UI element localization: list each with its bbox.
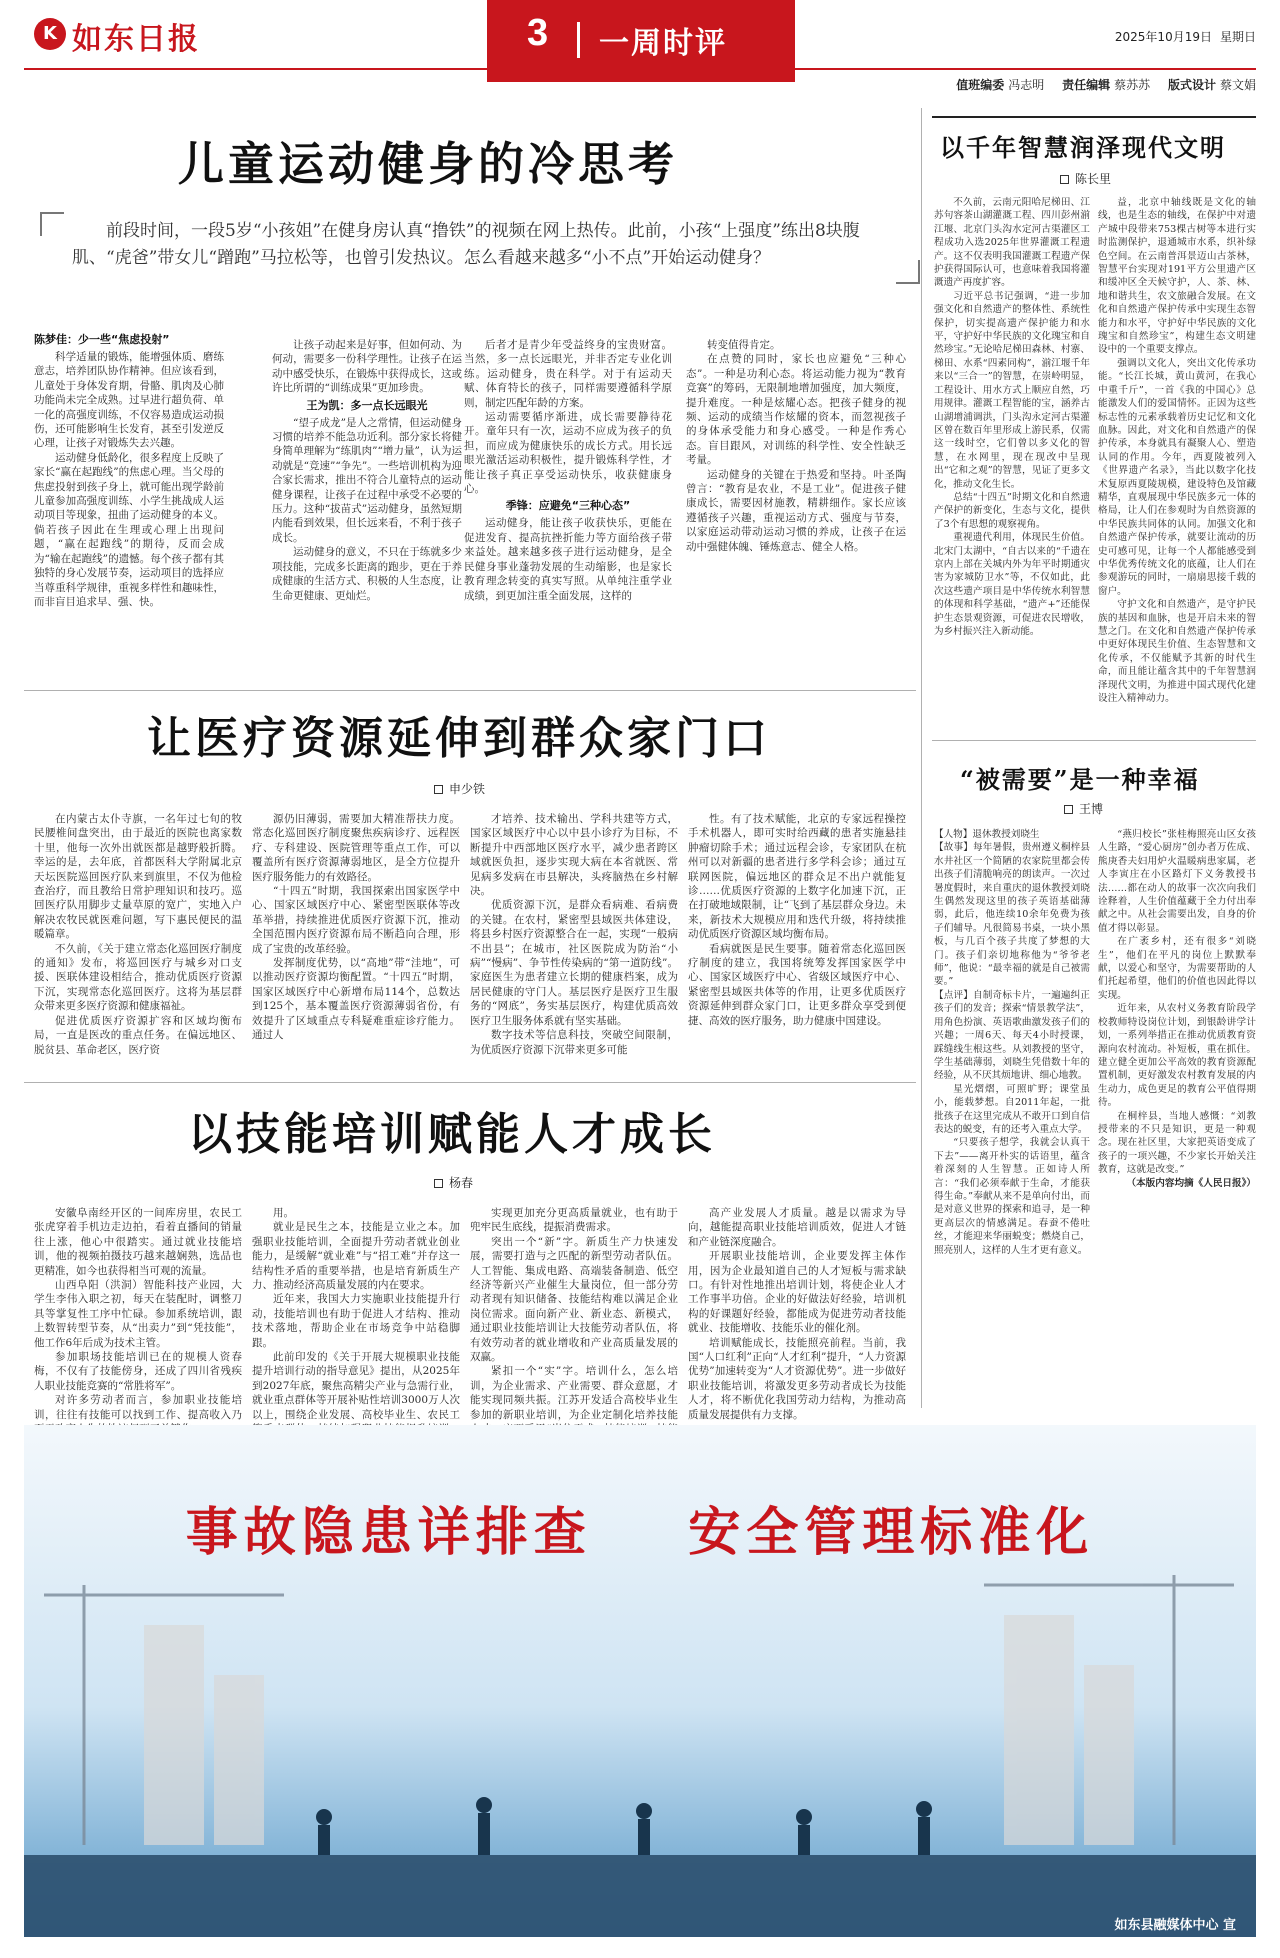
newspaper-logo-icon: K <box>34 18 66 50</box>
commentator-heading: 季锋：应避免“三种心态” <box>505 499 631 513</box>
paragraph: 运动需要循序渐进，成长需要静待花开。童年只有一次，运动不应成为孩子的负担，而应成为健康快乐的成长方式。用长远眼光激活运动积极性，提升锻炼科学性，才能让孩子真正享受运动快乐，收获健康身心。 <box>464 411 672 496</box>
paragraph: 突出一个“新”字。新质生产力快速发展，需要打造与之匹配的新型劳动者队伍。人工智能、集成电路、高端装备制造、低空经济等新兴产业催生大量岗位，但一部分劳动者现有知识储备、技能结构难以满足企业岗位需求。面向新产业、新业态、新模式，通过职业技能培训让大技能劳动者队伍，将有效劳动者的就业增收和产业高质量发展的双赢。 <box>470 1235 678 1364</box>
paragraph: “燕归校长”张桂梅照亮山区女孩人生路，“爱心厨房”创办者万佐成、熊庚香夫妇用炉火温暖病患家属，老人李寅庄在小区路灯下义务教授书法……都在动人的故事一次次向我们诠释着，人生价值蕴藏于全力付出奉献之中。从社会需要出发，自身的价值才得以彰显。 <box>1098 829 1256 934</box>
paragraph: 星光熠熠，可照旷野；课堂虽小，能载梦想。自2011年起，一批批孩子在这里完成从不敢开口到自信表达的蜕变，有的还考入重点大学。 <box>934 1083 1090 1135</box>
paragraph: 开展职业技能培训，企业要发挥主体作用，因为企业最知道自己的人才短板与需求缺口。有针对性地推出培训计划，将使企业人才工作事半功倍。企业的好做法好经验，培训机构的好课题好经验，都能成为促进劳动者技能就业、技能增收、技能乐业的催化剂。 <box>688 1250 906 1335</box>
paragraph: 【人物】退休教授刘晓生 <box>934 829 1040 840</box>
paragraph: 【故事】每年暑假，贵州遵义桐梓县水井社区一个简陋的农家院里都会传出孩子们清脆响亮的朗读声。一次过暑度假时，来自重庆的退休教授刘晓生偶然发现这里的孩子英语基础薄弱，此后，他连续10余年免费为孩子们辅导。凡很简易书桌，一块小黑板，与几百个孩子共度了梦想的大门。孩子们亲切地称他为“爷爷老师”，他说：“最幸福的就是自己被需要。” <box>934 842 1090 988</box>
article-column <box>470 1206 678 1421</box>
byline-box-icon <box>434 1179 443 1188</box>
article-column <box>34 812 242 1074</box>
banner-credit: 如东县融媒体中心 宣 <box>1114 1918 1236 1933</box>
paragraph: 科学适量的锻炼，能增强体质、磨练意志，培养团队协作精神。但应该看到，儿童处于身体发育期，骨骼、肌肉及心肺功能尚未完全成熟。过早进行超负荷、单一化的高强度训练，不仅容易造成运动损伤，还可能影响生长发育，甚至引发逆反心理，让孩子对锻炼失去兴趣。 <box>34 351 224 450</box>
section-name: 一周时评 <box>599 26 727 61</box>
article-lead: 前段时间，一段5岁“小孩姐”在健身房认真“撸铁”的视频在网上热传。此前，小孩“上强度”练出8块腹肌、“虎爸”带女儿“蹭跑”马拉松等，也曾引发热议。怎么看越来越多“小不点”开始运动健身？ <box>72 221 860 268</box>
author-name: 申少铁 <box>449 782 486 796</box>
paragraph: 运动健身的关键在于热爱和坚持。叶圣陶曾言：“教育是农业，不是工业”。促进孩子健康成长，需要因材施教，精耕细作。家长应该遵循孩子兴趣，重视运动方式、强度与节奏，以家庭运动带动运动习惯的养成，让孩子在运动中强健体魄、锤炼意志、健全人格。 <box>686 468 906 553</box>
article-column <box>252 812 460 1074</box>
author-name: 杨春 <box>449 1176 474 1190</box>
section-divider <box>24 690 916 691</box>
paragraph: 就业是民生之本，技能是立业之本。加强职业技能培训，全面提升劳动者就业创业能力，是缓解“就业难”与“招工难”并存这一结构性矛盾的重要举措，也是培育新质生产力、推动经济高质量发展的内在要求。 <box>252 1221 460 1292</box>
weekday: 星期日 <box>1219 30 1256 44</box>
article-column <box>688 1206 906 1421</box>
editor-name: 蔡文娟 <box>1219 78 1256 92</box>
paragraph: 高产业发展人才质量。越是以需求为导向，越能提高职业技能培训质效，促进人才链和产业链深度融合。 <box>688 1207 906 1248</box>
author-name: 王博 <box>1079 802 1104 816</box>
article-column <box>272 338 462 682</box>
masthead <box>0 0 1280 92</box>
paragraph: 强调以文化人，突出文化传承功能。“长江长城，黄山黄河，在我心中重千斤”，一首《我的中国心》总能激发人们的爱国情怀。正因为这些标志性的元素承载着历史记忆和文化血脉。因此，对文化和自然遗产的保护传承，本身就具有凝聚人心、塑造认同的作用。今年，西夏陵被列入《世界遗产名录》，当此以数字化技术复原西夏陵规模，建设特色及馆藏精华，直观展现中华民族多元一体的格局，让人们在参观时为自然资源的中华民族共同体的认同。加强文化和自然遗产保护传承，就要让流动的历史可感可见，让每一个人都能感受到中华优秀传统文化的底蕴，让人们在参观游玩的同时，一扇扇思接千载的窗户。 <box>1098 357 1256 597</box>
public-service-banner <box>24 1425 1256 1937</box>
paragraph: 对许多劳动者而言，参加职业技能培训，往往有技能可以找到工作、提高收入乃 <box>34 1394 242 1421</box>
paragraph: 优质资源下沉，是群众看病难、看病费的关键。在农村，紧密型县域医共体建设，将县乡村医疗资源整合在一起，实现“一般病不出县”；在城市，社区医院成为防治“小病”“慢病”、争节性传染病的“第一道防线”。家庭医生为患者建立长期的健康档案，成为居民健康的守门人。基层医疗是医疗卫生服务的“网底”，务实基层医疗，构建优质高效医疗卫生服务体系就有坚实基础。 <box>470 899 678 1027</box>
newspaper-name: 如东日报 <box>72 22 200 57</box>
article-column <box>34 1206 242 1421</box>
paragraph: 近年来，我国大力实施职业技能提升行动，技能培训也有助于促进人才结构、推动技术落地，帮助企业在市场竞争中站稳脚跟。 <box>252 1293 460 1349</box>
article-column <box>1098 196 1256 724</box>
commentator-heading: 陈梦佳：少一些“焦虑投射” <box>34 333 170 346</box>
source-note: （本版内容均摘《人民日报》） <box>1126 1177 1256 1189</box>
paragraph: 让孩子动起来是好事，但如何动、为何动，需要多一份科学理性。让孩子在运动中感受快乐，在锻炼中获得成长，这或许比所谓的“训练成果”更加珍贵。 <box>272 339 462 395</box>
paragraph: 在点赞的同时，家长也应避免“三种心态”。一种是功利心态。将运动能力视为“教育竞赛”的筹码，无限制地增加强度，加大频度，提升难度。一种是炫耀心态。把孩子健身的视频、运动的成绩当作炫耀的资本，而忽视孩子的身体承受能力和身心感受。一种是作秀心态。盲目跟风，对训练的科学性、安全性缺乏考量。 <box>686 353 906 467</box>
paragraph: 才培养、技术输出、学科共建等方式，国家区域医疗中心以中县小诊疗为目标，不断提升中西部地区医疗水平，减少患者跨区域就医负担，逐步实现大病在本省就医、常见病多发病在市县解决，头疼脑热在乡村解决。 <box>470 813 678 898</box>
paragraph: 守护文化和自然遗产，是守护民族的基因和血脉，也是开启未来的智慧之门。在文化和自然遗产保护传承中更好体现民生价值、生态智慧和文化传承，不仅能赋予其新的时代生命，而且能让蕴含其中的千年智慧润泽现代文明，为推进中国式现代化建设注入精神动力。 <box>1098 599 1256 705</box>
masthead-rule-left <box>24 68 487 70</box>
article-headline: 以千年智慧润泽现代文明 <box>940 133 1226 162</box>
article-column <box>686 338 906 682</box>
article-headline: “被需要”是一种幸福 <box>960 765 1200 794</box>
article-column <box>252 1206 460 1421</box>
paragraph: 山西阜阳（洪洞）智能科技产业园，大学生李伟入职之初，每天在装配时，调整刀具等掌复性工序中忙碌。参加系统培训，跟上数智转型节奏，从“出卖力”到“凭技能”，他工作6年后成为技术主管。 <box>34 1279 242 1349</box>
banner-title: 事故隐患详排查 安全管理标准化 <box>185 1502 1095 1563</box>
paragraph: 【点评】自制奇标卡片，一遍遍纠正孩子们的发音；探索“情景教学法”，用角色扮演、英语歌曲激发孩子们的兴趣；一周6天、每天4小时授课，踩缝线生根这些。从刘教授的坚守，学生基础薄弱，刘晓生凭借数十年的经验，从不厌其烦地讲、细心地教。 <box>934 989 1090 1082</box>
section-divider <box>932 740 1256 741</box>
paragraph: 促进优质医疗资源扩容和区域均衡布局，一直是医改的重点任务。在偏远地区、脱贫县、革命老区，医疗资 <box>34 1014 242 1056</box>
paragraph: “望子成龙”是人之常情，但运动健身习惯的培养不能急功近利。部分家长将健身简单理解为“练肌肉”“增力量”，认为运动就是“竞速”“争先”。一些培训机构为迎合家长需求，推出不符合儿童特点的运动健身课程，让孩子在过程中承受不必要的压力。这种“拔苗式”运动健身，虽然短期内能看到效果，但长远来看，不利于孩子成长。 <box>272 416 462 544</box>
paragraph: 性。有了技术赋能，北京的专家远程操控手术机器人，即可实时给西藏的患者实施悬挂肿瘤切除手术；通过远程会诊，专家团队在杭州可以对新疆的患者进行多学科会诊；通过互联网医院，偏远地区的群众足不出户就能复诊……优质医疗资源的上数字化加速下沉，正在打破地域限制，让“飞到了基层群众身边。未来，新技术大规模应用和迭代升级，将持续推动优质医疗资源区域均衡布局。 <box>688 813 906 941</box>
paragraph: 看病就医是民生要事。随着常态化巡回医疗制度的建立，我国将统筹发挥国家医学中心、国家区域医疗中心、省级区域医疗中心、紧密型县域医共体等的作用，让更多优质医疗资源延伸到群众家门口，让更多群众享受到便捷、高效的医疗服务，助力健康中国建设。 <box>688 942 906 1027</box>
paragraph: “只要孩子想学，我就会认真干下去”——离开朴实的话语里，蕴含着深刻的人生智慧。正如诗人所言：“我们必须奉献于生命，才能获得生命。”奉献从来不是单向付出，而是对意义世界的探索和追寻，是一种更高层次的情感满足。春蚕不倦吐丝，才能迎来华丽蜕变；燃烧自己，照亮别人，这样的人生才更有意义。 <box>934 1137 1090 1256</box>
byline <box>1060 170 1111 187</box>
article-column <box>34 330 224 682</box>
section-divider <box>24 1082 916 1083</box>
paragraph: 转变值得肯定。 <box>707 339 781 351</box>
page-number: 3 <box>527 12 549 54</box>
paragraph: 重视遗代利用，体现民生价值。北宋门太湖中，“自古以来的“千遗在京内上部在关城内外为年平时期通灾害为家城防卫水”等，不仅如此，此次这些遗产项目是中华传统水利智慧的体现和科学基础，“遗产+”还能保护生态景观资源，可促进农民增收，为乡村振兴注入新动能。 <box>934 532 1090 637</box>
editor-name: 蔡苏苏 <box>1114 78 1151 92</box>
paragraph: 益，北京中轴线既是文化的轴线，也是生态的轴线，在保护中对遗产城中段带来753棵古树等本进行实时监测保护，退通城市水系，织补绿色空间。在云南普洱景迈山古茶林，智慧平台实现对191平方公里遗产区和缓冲区全天候守护，人、茶、林、地和谐共生，农文旅融合发展。在文化和自然遗产保护传承中实现生态智能力和水平，守护好中华民族的文化瑰宝和自然珍宝”，构建生态文明建设中的一个重要支撑点。 <box>1098 197 1256 356</box>
date: 2025年10月19日 <box>1114 30 1212 44</box>
editor-role: 责任编辑 <box>1062 78 1111 92</box>
article-headline: 儿童运动健身的冷思考 <box>178 137 678 191</box>
paragraph: 后者才是青少年受益终身的宝贵财富。当然，多一点长远眼光，并非否定专业化训练。运动健身，贵在科学。对于有运动天赋、体育特长的孩子，同样需要遵循科学原则，制定匹配年龄的方案。 <box>464 339 672 409</box>
section-banner <box>487 0 795 82</box>
masthead-rule-right <box>795 68 1256 70</box>
byline <box>434 780 485 797</box>
paragraph: 在桐梓县，当地人感慨：“刘教授带来的不只是知识，更是一种观念。现在社区里，大家把英语变成了孩子的一项兴趣，不少家长开始关注教育，这就是改变。” <box>1098 1110 1256 1176</box>
editor-credits <box>942 76 1256 93</box>
right-box-rule <box>932 116 1256 118</box>
byline-box-icon <box>1064 805 1073 814</box>
paragraph: 数字技术等信息科技，突破空间限制，为优质医疗资源下沉带来更多可能 <box>470 1029 678 1056</box>
editor-name: 冯志明 <box>1008 78 1045 92</box>
article-column <box>688 812 906 1074</box>
paragraph: 紧扣一个“实”字。培训什么，怎么培训，为企业需求、产业需要、群众意愿，才能实现同频共振。江苏开发适合高校毕业生参加的新职业培训，为企业定制化培养技能 <box>470 1365 678 1421</box>
byline-box-icon <box>434 785 443 794</box>
paragraph: 发挥制度优势，以“高地”带“洼地”，可以推动医疗资源均衡配置。“十四五”时期，国家区域医疗中心新增布局114个，总数达到125个，基本覆盖医疗资源薄弱省份，有效提升了区域重点专科疑难重症诊疗能力。通过人 <box>252 957 460 1042</box>
paragraph: “十四五”时期，我国探索出国家医学中心、国家区域医疗中心、紧密型医联体等改革举措，持续推进优质医疗资源下沉，推动全国范围内医疗资源布局不断趋向合理，形成了宝贵的改革经验。 <box>252 885 460 955</box>
article-headline: 以技能培训赋能人才成长 <box>188 1109 716 1160</box>
paragraph: 在内蒙古太仆寺旗，一名年过七旬的牧民腰椎间盘突出，由于最近的医院也离家数十里，他每一次外出就医都是越野般折腾。幸运的是，去年底，首都医科大学附属北京天坛医院巡回医疗队来到旗里，不仅为他检查治疗，而且教给日常护理知识和技巧。巡回医疗队用脚步丈量草原的宽广，实地入户解决农牧民就医难问题，写下惠民便民的温暖篇章。 <box>34 813 242 941</box>
paragraph: 安徽阜南经开区的一间库房里，农民工张虎穿着手机边走边拍，看着直播间的销量往上涨，他心中很踏实。通过就业技能培训，他的视频拍摄技巧越来越娴熟，选品也更精准，如今也获得相当可观的流量。 <box>34 1207 242 1277</box>
byline <box>434 1174 473 1191</box>
paragraph: 源仍旧薄弱，需要加大精准帮扶力度。常态化巡回医疗制度聚焦疾病诊疗、远程医疗、专科建设、医院管理等重点工作，可以覆盖所有医疗资源薄弱地区，是全方位提升医疗服务能力的有效路径。 <box>252 813 460 883</box>
article-column <box>934 196 1090 724</box>
byline <box>1064 800 1103 817</box>
editor-role: 版式设计 <box>1167 78 1216 92</box>
paragraph: 运动健身低龄化，很多程度上反映了家长“赢在起跑线”的焦虑心理。当父母的焦虑投射到孩子身上，就可能出现学龄前儿童参加高强度训练、小学生挑战成人运动项目等现象，扭曲了运动健身的本义。倘若孩子因此在生理或心理上出现问题，“赢在起跑线”的期待，反而会成为“输在起跑线”的遗憾。每个孩子都有其独特的身心发展节奏，运动项目的选择应当尊重科学规律，重视多样性和趣味性，而非盲目追求早、强、快。 <box>34 451 224 608</box>
paragraph: 不久前，云南元阳哈尼梯田、江苏句容茶山湖灌溉工程、四川彭州湔江堰、北京门头沟水定河古渠灌区工程成功入选2025年世界灌溉工程遗产。这不仅表明我国灌溉工程遗产保护获得国际认可，也意味着我国将灌溉遗产再度扩容。 <box>934 197 1090 289</box>
column-divider <box>921 108 922 1408</box>
paragraph: 用。 <box>273 1207 294 1219</box>
paragraph: 总结“十四五”时期文化和自然遗产保护的新变化，生态与文化，提供了3个有思想的观察视角。 <box>934 491 1090 530</box>
paragraph: 运动健身的意义，不只在于练就多少项技能，完成多长距离的跑步，更在于养成健康的生活方式、积极的人生态度，让生命更健康、更灿烂。 <box>272 546 462 602</box>
issue-date <box>1107 28 1256 45</box>
article-column <box>470 812 678 1074</box>
commentator-heading: 王为凯：多一点长远眼光 <box>306 398 428 412</box>
paragraph: 培训赋能成长，技能照亮前程。当前，我国“人口红利”正向“人才红利”提升，“人力资源优势”加速转变为“人才资源优势”。进一步做好职业技能培训，将激发更多劳动者成长为技能人才，将不断优化我国劳动力结构，为推动高质量发展提供有力支撑。 <box>688 1336 906 1421</box>
paragraph: 习近平总书记强调，“进一步加强文化和自然遗产的整体性、系统性保护，切实提高遗产保护能力和水平，守护好中华民族的文化瑰宝和自然珍宝。”无论哈尼梯田森林、村寨、梯田、水系“四素同构”，湔江堰千年来以“三合一”的智慧，在崇岭明显，工程设计、用水方式上顺应自然，巧用规律。灌溉工程智能的宝，涵养古山湖增浦调洪，门头沟永定河古渠灌区曾在数百年里形成上游民系，仅需这一线时空，它们曾以多义化的智慧，在水网里，现在现改中呈现出“它和之观”的智慧，见证了更多文化，推动文化生长。 <box>934 290 1090 490</box>
article-headline: 让医疗资源延伸到群众家门口 <box>147 713 771 764</box>
paragraph: 不久前，《关于建立常态化巡回医疗制度的通知》发布，将巡回医疗与城乡对口支援、医联体建设相结合，推动优质医疗资源下沉，实现常态化巡回医疗。这将为基层群众带来更多医疗资源和健康福祉。 <box>34 942 242 1013</box>
author-name: 陈长里 <box>1075 172 1112 186</box>
section-separator <box>577 22 580 58</box>
byline-box-icon <box>1060 175 1069 184</box>
paragraph: 运动健身，能让孩子收获快乐，更能在促进发育、提高抗挫折能力等方面给孩子带来益处。越来越多孩子进行运动健身，是全民健身事业蓬勃发展的生动缩影，也是家长教育理念转变的真实写照。从单纯注重学业成绩，到更加注重全面发展，这样的 <box>464 517 672 602</box>
paragraph: 近年来，从农村义务教育阶段学校教师特设岗位计划，到银龄讲学计划，一系列举措正在推动优质教育资源向农村流动。补短板，重在抓住。建立健全更加公平高效的教育资源配置机制，更好激发农村教育发展的内生动力，成色更足的教育公平值得期待。 <box>1098 1003 1256 1109</box>
paragraph: 此前印发的《关于开展大规模职业技能提升培训行动的指导意见》提出，从2025年到2027年底，聚焦高精尖产业与急需行业，就业重点群体等开展补贴性培训3000万人次以上，围绕企业发展、高校毕业生、农民工 <box>252 1351 460 1421</box>
article-column <box>1098 828 1256 1408</box>
paragraph: 在广袤乡村，还有很多“刘晓生”，他们在平凡的岗位上默默奉献，以爱心和坚守，为需要帮助的人们托起希望，他们的价值也因此得以实现。 <box>1098 936 1256 1001</box>
editor-role: 值班编委 <box>956 78 1005 92</box>
article-column <box>934 828 1090 1408</box>
article-column <box>464 338 672 682</box>
paragraph: 参加职场技能培训已在的规模人资春梅，不仅有了技能傍身，还成了四川省残疾人职业技能竞赛的“常胜将军”。 <box>34 1351 242 1392</box>
paragraph: 实现更加充分更高质量就业，也有助于兜牢民生底线，提振消费需求。 <box>470 1207 678 1234</box>
